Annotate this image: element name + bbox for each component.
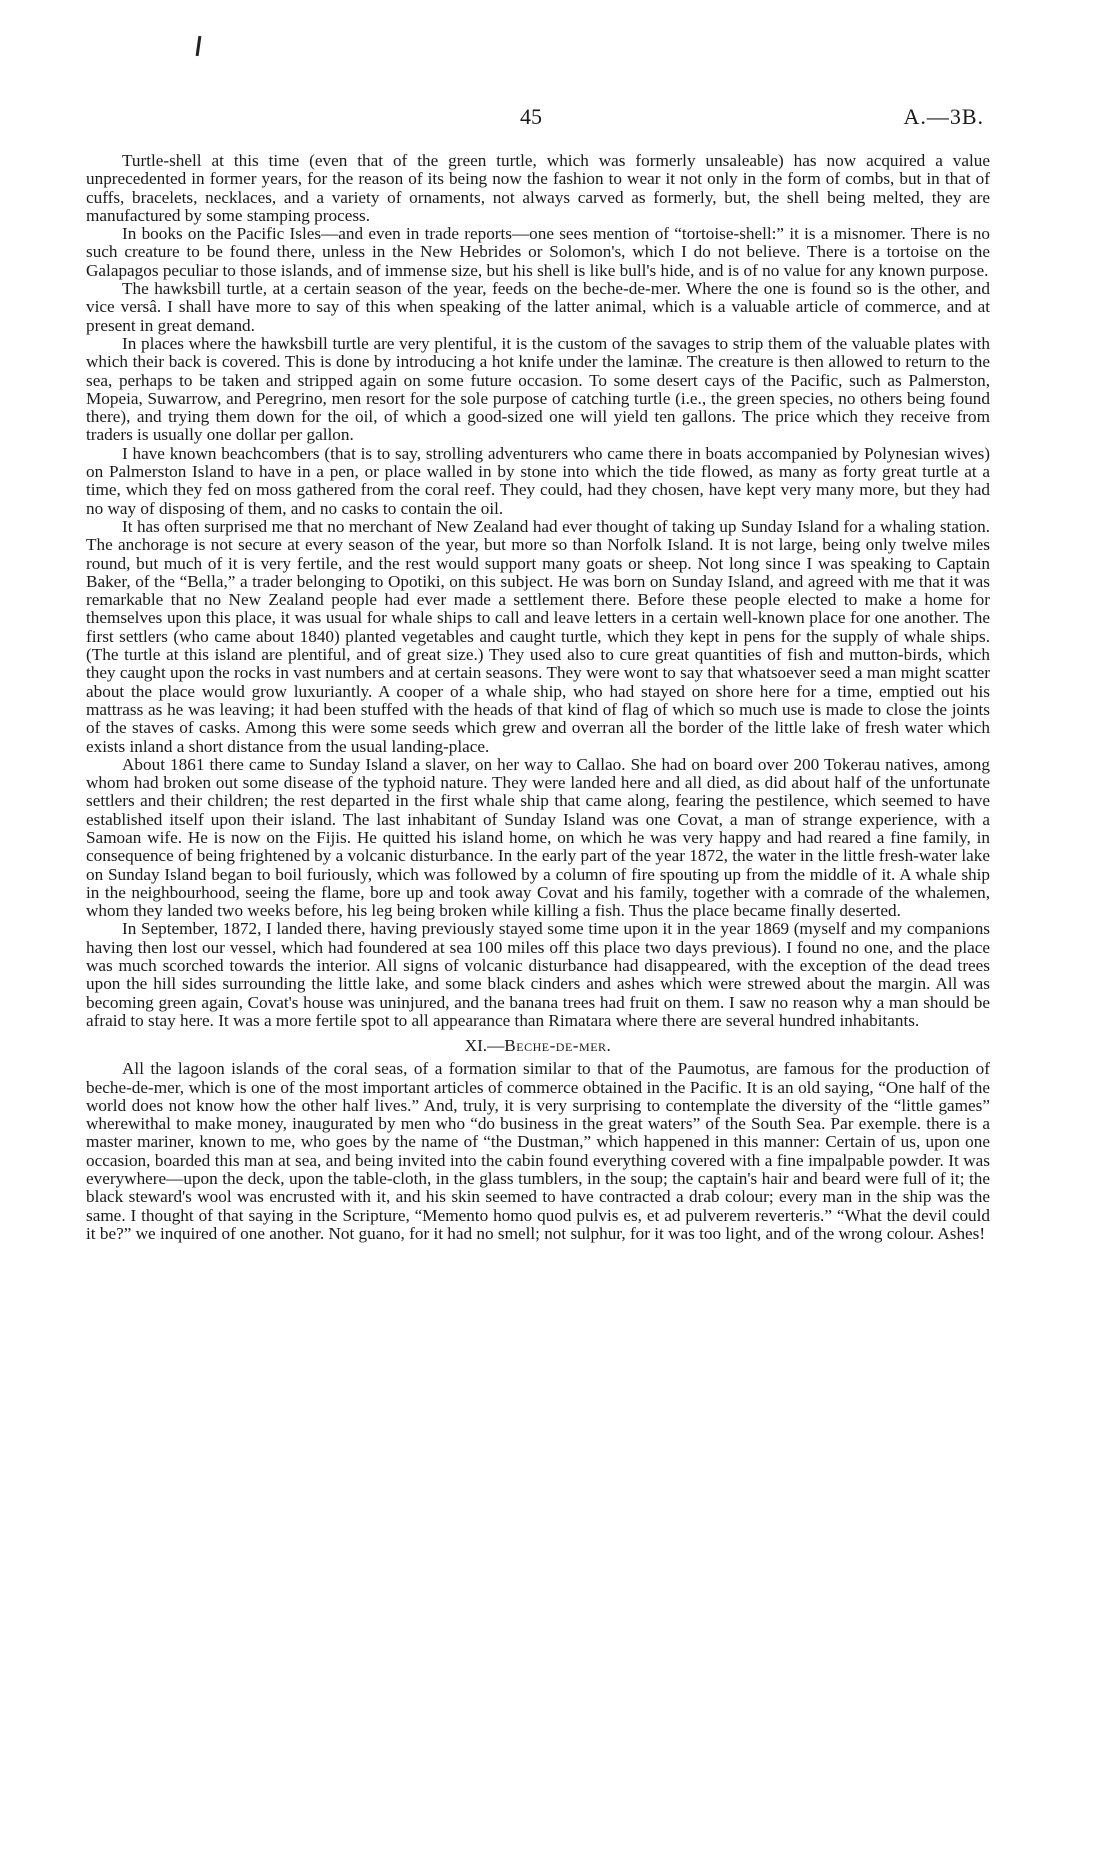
body-text xyxy=(86,152,990,1243)
document-reference: A.—3B. xyxy=(903,104,984,129)
paragraph: In places where the hawksbill turtle are very plentiful, it is the custom of the savages to strip them of the valuable plates with which their back is covered. This is done by introducing a hot knife under the laminæ. The creature is then allowed to return to the sea, perhaps to be taken and stripped again on some future occasion. To some desert cays of the Pacific, such as Palmerston, Mopeia, Suwarrow, and Peregrino, men resort for the sole purpose of catching turtle (i.e., the green species, no others being found there), and trying them down for the oil, of which a good-sized one will yield ten gallons. The price which they receive from traders is usually one dollar per gallon. xyxy=(86,333,990,445)
page-number: 45 xyxy=(520,104,542,129)
margin-mark xyxy=(196,36,202,56)
paragraph: In September, 1872, I landed there, having previously stayed some time upon it in the year 1869 (myself and my companions having then lost our vessel, which had foundered at sea 100 miles off this place two days previous). I found no one, and the place was much scorched towards the interior. All signs of volcanic disturbance had disappeared, with the exception of the dead trees upon the hill sides surrounding the little lake, and some black cinders and ashes which were strewed about the margin. All was becoming green again, Covat's house was uninjured, and the banana trees had fruit on them. I saw no reason why a man should be afraid to stay here. It was a more fertile spot to all appearance than Rimatara where there are several hundred inhabitants. xyxy=(86,919,990,1030)
section-title: Beche-de-mer. xyxy=(504,1036,612,1056)
paragraph: The hawksbill turtle, at a certain season of the year, feeds on the beche-de-mer. Where the one is found so is the other, and vice versâ. I shall have more to say of this when speaking of the latter animal, which is a valuable article of commerce, and at present in great demand. xyxy=(86,279,990,335)
paragraph: It has often surprised me that no merchant of New Zealand had ever thought of taking up Sunday Island for a whaling station. The anchorage is not secure at every season of the year, but more so than Norfolk Island. It is not large, being only twelve miles round, but much of it is very fertile, and the rest would support many goats or sheep. Not long since I was speaking to Captain Baker, of the “Bella,” a trader belonging to Opotiki, on this subject. He was born on Sunday Island, and agreed with me that it was remarkable that no New Zealand people had ever made a settlement there. Before these people elected to make a home for themselves upon this place, it was usual for whale ships to call and leave letters in a certain well-known place for one another. The first settlers (who came about 1840) planted vegetables and caught turtle, which they kept in pens for the supply of whale ships. (The turtle at this island are plentiful, and of great size.) They used also to cure great quantities of fish and mutton-birds, which they caught upon the rocks in vast numbers and at certain seasons. They were wont to say that whatsoever seed a man might scatter about the place would grow luxuriantly. A cooper of a whale ship, who had stayed on shore here for a time, emptied out his mattrass as he was leaving; it had been stuffed with the heads of that kind of flag of which so much use is made to close the joints of the staves of casks. Among this were some seeds which grew and overran all the border of the little lake of fresh water which exists inland a short distance from the usual landing-place. xyxy=(86,516,990,756)
paragraph: All the lagoon islands of the coral seas, of a formation similar to that of the Paumotus, are famous for the production of beche-de-mer, which is one of the most important articles of commerce obtained in the Pacific. It is an old saying, “One half of the world does not know how the other half lives.” And, truly, it is very surprising to contemplate the diversity of the “little games” wherewithal to make money, inaugurated by men who “do business in the great waters” of the South Sea. Par exemple. there is a master mariner, known to me, who goes by the name of “the Dustman,” which happened in this manner: Certain of us, upon one occasion, boarded this man at sea, and being invited into the cabin found everything covered with a fine impalpable powder. It was everywhere—upon the deck, upon the table-cloth, in the glass tumblers, in the soup; the captain's hair and beard were full of it; the black steward's wool was encrusted with it, and his skin seemed to have contracted a drab colour; every man in the ship was the same. I thought of that saying in the Scripture, “Memento homo quod pulvis es, et ad pulverem reverteris.” “What the devil could it be?” we inquired of one another. Not guano, for it had no smell; not sulphur, for it was too light, and of the wrong colour. Ashes! xyxy=(86,1059,990,1243)
paragraph: About 1861 there came to Sunday Island a slaver, on her way to Callao. She had on board over 200 Tokerau natives, among whom had broken out some disease of the typhoid nature. They were landed here and all died, as did about half of the unfortunate settlers and their children; the rest departed in the first whale ship that came along, fearing the pestilence, which seemed to have established itself upon their island. The last inhabitant of Sunday Island was one Covat, a man of strange experience, with a Samoan wife. He is now on the Fijis. He quitted his island home, on which he was very happy and had reared a fine family, in consequence of being frightened by a volcanic disturbance. In the early part of the year 1872, the water in the little fresh-water lake on Sunday Island began to boil furiously, which was followed by a column of fire spouting up from the middle of it. A whale ship in the neighbourhood, seeing the flame, bore up and took away Covat and his family, together with a comrade of the whalemen, whom they landed two weeks before, his leg being broken while killing a fish. Thus the place became finally deserted. xyxy=(86,754,990,921)
paragraph: In books on the Pacific Isles—and even in trade reports—one sees mention of “tortoise-shell:” it is a misnomer. There is no such creature to be found there, unless in the New Hebrides or Solomon's, which I do not believe. There is a tortoise on the Galapagos peculiar to those islands, and of immense size, but his shell is like bull's hide, and is of no value for any known purpose. xyxy=(86,224,990,280)
section-number: XI.— xyxy=(464,1036,505,1056)
paragraph: Turtle-shell at this time (even that of the green turtle, which was formerly unsaleable) has now acquired a value unprecedented in former years, for the reason of its being now the fashion to wear it not only in the form of combs, but in that of cuffs, bracelets, necklaces, and a variety of ornaments, not always carved as formerly, but, the shell being melted, they are manufactured by some stamping process. xyxy=(86,151,990,225)
paragraph: I have known beachcombers (that is to say, strolling adventurers who came there in boats accompanied by Polynesian wives) on Palmerston Island to have in a pen, or place walled in by stone into which the tide flowed, as many as forty great turtle at a time, which they fed on moss gathered from the coral reef. They could, had they chosen, have kept very many more, but they had no way of disposing of them, and no casks to contain the oil. xyxy=(86,443,990,518)
section-heading xyxy=(86,1036,990,1056)
